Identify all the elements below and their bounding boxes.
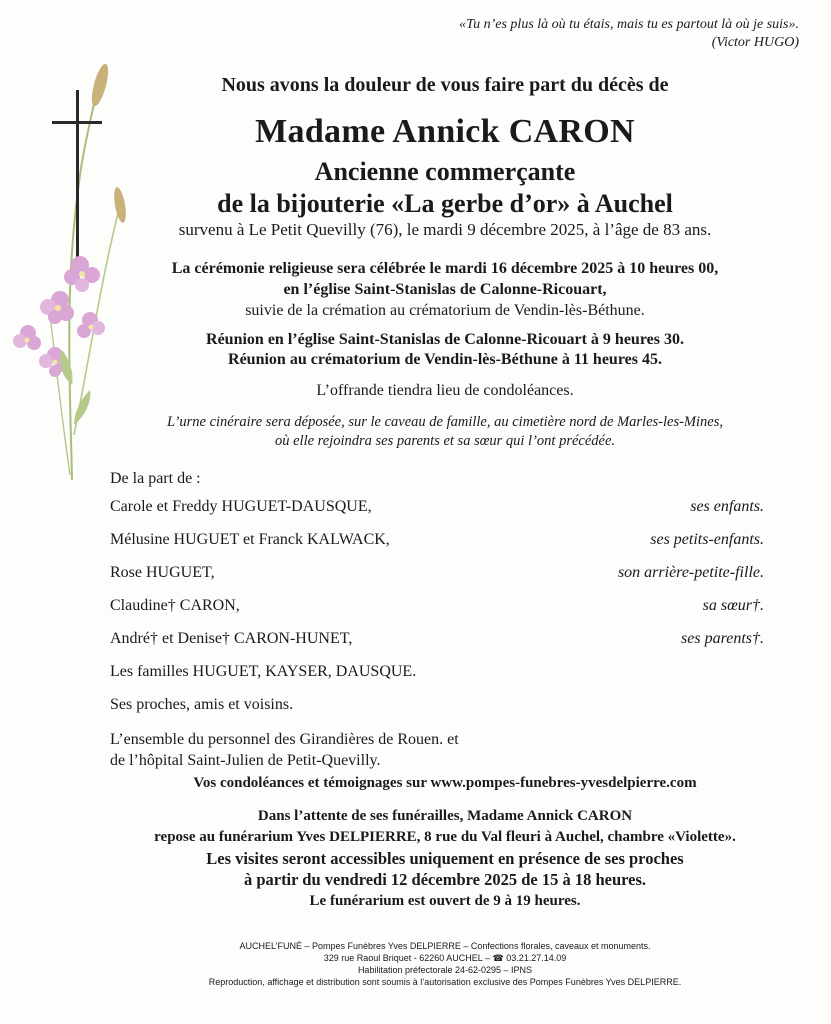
deceased-name: Madame Annick CARON xyxy=(255,113,635,150)
family-names: Ses proches, amis et voisins. xyxy=(110,696,294,713)
meetings-block xyxy=(110,330,780,370)
meeting-line2: Réunion au crématorium de Vendin-lès-Béthune à 11 heures 45. xyxy=(228,351,662,368)
intro-text: Nous avons la douleur de vous faire part du décès de xyxy=(221,74,669,96)
funeral-line3: Les visites seront accessibles uniquement en présence de ses proches xyxy=(206,849,684,868)
footer-line4: Reproduction, affichage et distribution sont soumis à l’autorisation exclusive des Pompes Funèbres Yves DELPIERRE. xyxy=(208,977,682,987)
family-relation: ses petits-enfants. xyxy=(650,531,764,548)
family-names: Carole et Freddy HUGUET-DAUSQUE, xyxy=(110,498,372,515)
funeral-line1: Dans l’attente de ses funérailles, Madame Annick CARON xyxy=(257,808,633,824)
meeting-line1: Réunion en l’église Saint-Stanislas de Calonne-Ricouart à 9 heures 30. xyxy=(206,331,684,348)
footer-line2: 329 rue Raoul Briquet - 62260 AUCHEL – ☎ 03.21.27.14.09 xyxy=(323,953,567,963)
list-item xyxy=(110,597,764,630)
staff-line2: de l’hôpital Saint-Julien de Petit-Quevilly. xyxy=(110,752,381,769)
condolences-text: Vos condoléances et témoignages sur www.pompes-funebres-yvesdelpierre.com xyxy=(193,775,697,791)
ceremony-line3: suivie de la crémation au crématorium de Vendin-lès-Béthune. xyxy=(245,302,645,319)
quote-block xyxy=(459,16,799,52)
family-names: Les familles HUGUET, KAYSER, DAUSQUE. xyxy=(110,663,417,680)
family-relation: sa sœur†. xyxy=(702,597,764,614)
opening-hours-text: Le funérarium est ouvert de 9 à 19 heures. xyxy=(309,893,581,909)
list-item xyxy=(110,630,764,663)
cross-icon xyxy=(52,90,102,265)
list-item xyxy=(110,564,764,597)
quote-author: (Victor HUGO) xyxy=(711,35,799,50)
deceased-role-line1: Ancienne commerçante xyxy=(314,157,576,186)
ceremony-block xyxy=(110,258,780,321)
footer-line3: Habilitation préfectorale 24-62-0295 – IPNS xyxy=(357,965,533,975)
family-names: Mélusine HUGUET et Franck KALWACK, xyxy=(110,531,390,548)
family-relation: ses parents†. xyxy=(681,630,764,647)
flower-icon xyxy=(13,256,105,377)
urn-line1: L’urne cinéraire sera déposée, sur le caveau de famille, au cimetière nord de Marles-les-Mines, xyxy=(167,414,723,430)
ceremony-line2: en l’église Saint-Stanislas de Calonne-Ricouart, xyxy=(283,281,607,298)
list-item xyxy=(110,498,764,531)
list-item xyxy=(110,729,764,771)
ceremony-line1: La cérémonie religieuse sera célébrée le mardi 16 décembre 2025 à 10 heures 00, xyxy=(171,260,719,277)
urn-block xyxy=(110,413,780,451)
list-item xyxy=(110,663,764,696)
staff-line1: L’ensemble du personnel des Girandières de Rouen. et xyxy=(110,731,459,748)
family-header: De la part de : xyxy=(110,470,201,487)
funeral-home-block xyxy=(110,806,780,890)
deceased-role-line2: de la bijouterie «La gerbe d’or» à Auchel xyxy=(217,189,673,218)
family-relation: ses enfants. xyxy=(690,498,764,515)
quote-text: «Tu n’es plus là où tu étais, mais tu es partout là où je suis». xyxy=(459,17,799,32)
funeral-line4: à partir du vendredi 12 décembre 2025 de 15 à 18 heures. xyxy=(243,870,647,889)
urn-line2: où elle rejoindra ses parents et sa sœur qui l’ont précédée. xyxy=(274,433,616,449)
family-relation: son arrière-petite-fille. xyxy=(617,564,764,581)
family-list xyxy=(110,470,764,771)
family-names: Rose HUGUET, xyxy=(110,564,215,581)
footer xyxy=(150,940,740,988)
list-item xyxy=(110,531,764,564)
family-names: André† et Denise† CARON-HUNET, xyxy=(110,630,353,647)
list-item xyxy=(110,696,764,729)
family-names: Claudine† CARON, xyxy=(110,597,240,614)
offering-text: L’offrande tiendra lieu de condoléances. xyxy=(316,382,574,399)
funeral-line2: repose au funérarium Yves DELPIERRE, 8 rue du Val fleuri à Auchel, chambre «Violette». xyxy=(154,829,736,845)
footer-line1: AUCHEL’FUNÉ – Pompes Funèbres Yves DELPIERRE – Confections florales, caveaux et monuments. xyxy=(239,941,651,951)
deceased-details: survenu à Le Petit Quevilly (76), le mardi 9 décembre 2025, à l’âge de 83 ans. xyxy=(178,220,712,239)
